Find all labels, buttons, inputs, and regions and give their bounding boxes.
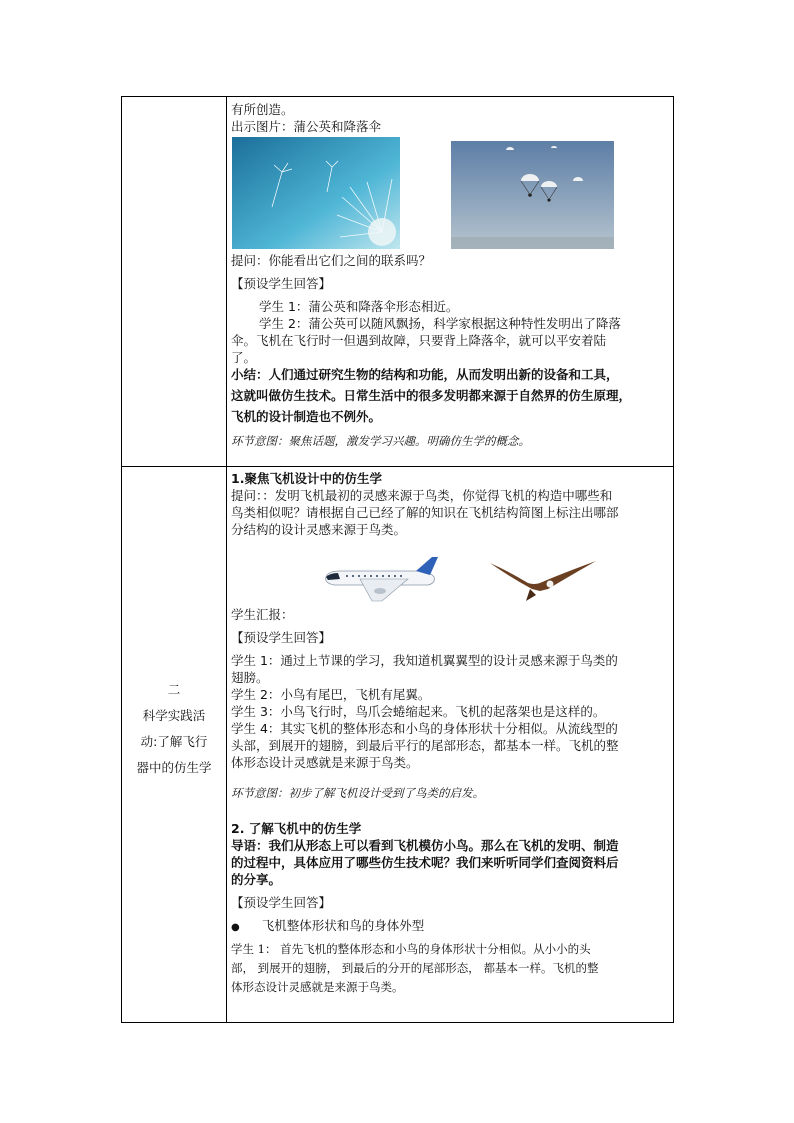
student-answer: 学生 1：蒲公英和降落伞形态相近。: [259, 299, 459, 314]
intent-note: 环节意图：初步了解飞机设计受到了鸟类的启发。: [231, 786, 484, 800]
student-answer: 伞。飞机在飞行时一但遇到故障，只要背上降落伞，就可以平安着陆: [231, 333, 607, 348]
question-line: 提问：：发明飞机最初的灵感来源于鸟类，你觉得飞机的构造中哪些和: [231, 488, 613, 503]
lesson-table: [121, 96, 674, 1023]
student-answer: 翅膀。: [231, 670, 269, 685]
student-answer: 学生 3：小鸟飞行时，鸟爪会蜷缩起来。飞机的起落架也是这样的。: [231, 704, 606, 719]
summary-line: 这就叫做仿生技术。日常生活中的很多发明都来源于自然界的仿生原理，: [231, 388, 632, 403]
activity-title-2: 动:了解飞行: [140, 734, 208, 749]
student-answer: 了。: [231, 350, 257, 365]
activity-title-3: 器中的仿生学: [136, 760, 212, 775]
section-heading: 1.聚焦飞机设计中的仿生学: [231, 471, 382, 486]
bottom-content: [231, 470, 668, 997]
student-answer: 体形态设计灵感就是来源于鸟类。: [231, 755, 419, 770]
student-answer: 学生 4：其实飞机的整体形态和小鸟的身体形状十分相似。从流线型的: [231, 721, 618, 736]
question-line: 鸟类相似呢？请根据自己已经了解的知识在飞机结构简图上标注出哪部: [231, 505, 619, 520]
dandelion-image: [232, 137, 400, 249]
activity-label: [122, 677, 226, 781]
student-answer: 学生 1：通过上节课的学习，我知道机翼翼型的设计灵感来源于鸟类的: [231, 653, 618, 668]
column-divider: [226, 97, 227, 1022]
activity-number: 二: [167, 682, 181, 697]
student-answer: 学生 2：蒲公英可以随风飘扬，科学家根据这种特性发明出了降落: [259, 316, 621, 331]
student-answer: 头部，到展开的翅膀，到最后平行的尾部形态，都基本一样。飞机的整: [231, 738, 619, 753]
parachute-image: [451, 141, 614, 249]
intent-note: 环节意图：聚焦话题，激发学习兴趣。明确仿生学的概念。: [231, 434, 530, 448]
question-line: 分结构的设计灵感来源于鸟类。: [231, 522, 407, 537]
bullet-text: 飞机整体形状和鸟的身体外型: [261, 918, 425, 933]
text-line: 有所创造。: [231, 102, 294, 117]
activity-title-1: 科学实践活: [142, 708, 206, 723]
student-answer: 学生 2：小鸟有尾巴，飞机有尾翼。: [231, 687, 431, 702]
preset-answer-heading: 【预设学生回答】: [231, 276, 332, 291]
eagle-image: [488, 557, 598, 605]
guide-line: 导语：我们从形态上可以看到飞机模仿小鸟。那么在飞机的发明、制造: [231, 838, 619, 853]
guide-line: 的过程中，具体应用了哪些仿生技术呢？我们来听听同学们查阅资料后: [231, 855, 619, 870]
row-divider: [122, 466, 673, 467]
preset-answer-heading: 【预设学生回答】: [231, 630, 332, 645]
student-answer: 部， 到展开的翅膀， 到最后的分开的尾部形态， 都基本一样。飞机的整: [231, 961, 599, 975]
question-line: 提问：你能看出它们之间的联系吗？: [231, 253, 432, 268]
text-line: 出示图片：蒲公英和降落伞: [231, 119, 382, 134]
preset-answer-heading: 【预设学生回答】: [231, 895, 332, 910]
report-label: 学生汇报：: [231, 607, 294, 622]
student-answer: 体形态设计灵感就是来源于鸟类。: [231, 980, 404, 994]
bullet-icon: ●: [231, 922, 240, 933]
summary-line: 飞机的设计制造也不例外。: [231, 409, 382, 424]
summary-line: 小结：人们通过研究生物的结构和功能，从而发明出新的设备和工具，: [231, 367, 619, 382]
guide-line: 的分享。: [231, 872, 282, 887]
airplane-image: [320, 555, 440, 607]
section-heading: 2. 了解飞机中的仿生学: [231, 821, 362, 836]
student-answer: 学生 1： 首先飞机的整体形态和小鸟的身体形状十分相似。从小小的头: [231, 942, 591, 956]
